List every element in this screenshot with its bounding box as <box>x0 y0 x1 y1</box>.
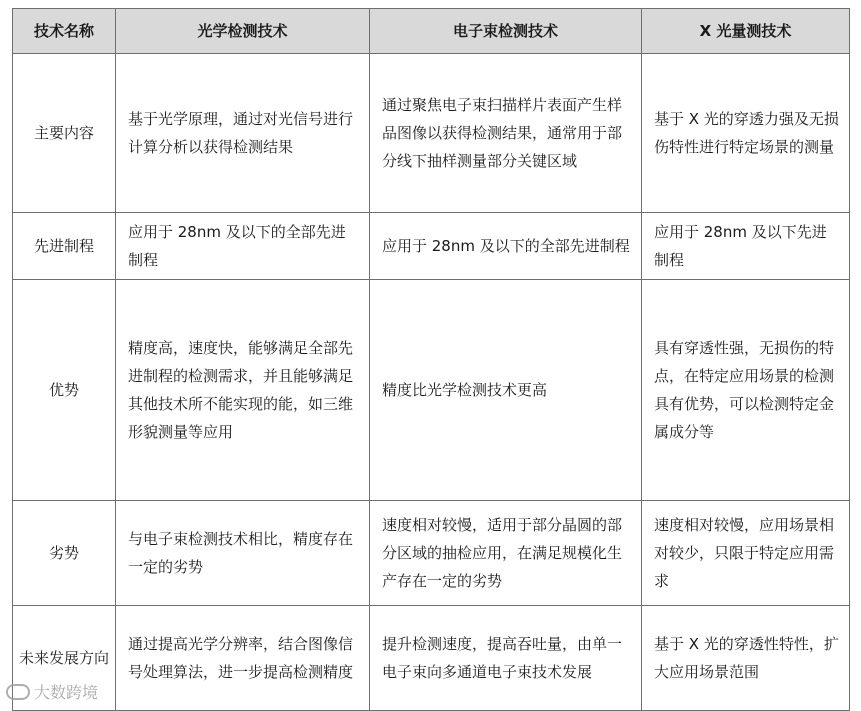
table-cell: 通过提高光学分辨率，结合图像信号处理算法，进一步提高检测精度 <box>116 606 370 711</box>
header-tech-name: 技术名称 <box>13 9 116 54</box>
row-label: 未来发展方向 <box>13 606 116 711</box>
table-row <box>13 54 850 213</box>
table-row <box>13 213 850 280</box>
row-label: 劣势 <box>13 501 116 606</box>
table-cell: 基于光学原理，通过对光信号进行计算分析以获得检测结果 <box>116 54 370 213</box>
table-cell: 应用于 28nm 及以下的全部先进制程 <box>116 213 370 280</box>
table-cell: 精度比光学检测技术更高 <box>370 280 642 501</box>
table-cell: 应用于 28nm 及以下的全部先进制程 <box>370 213 642 280</box>
header-row <box>13 9 850 54</box>
row-label: 优势 <box>13 280 116 501</box>
comparison-table <box>12 8 850 711</box>
table-cell: 速度相对较慢，应用场景相对较少，只限于特定应用需求 <box>642 501 850 606</box>
table-row <box>13 606 850 711</box>
table-cell: 速度相对较慢，适用于部分晶圆的部分区域的抽检应用，在满足规模化生产存在一定的劣势 <box>370 501 642 606</box>
logo-icon <box>6 684 30 700</box>
header-optical: 光学检测技术 <box>116 9 370 54</box>
table-cell: 精度高，速度快，能够满足全部先进制程的检测需求，并且能够满足其他技术所不能实现的能，如三维形貌测量等应用 <box>116 280 370 501</box>
comparison-table-container <box>12 8 849 711</box>
table-row <box>13 280 850 501</box>
watermark <box>6 680 98 703</box>
table-cell: 与电子束检测技术相比，精度存在一定的劣势 <box>116 501 370 606</box>
table-cell: 应用于 28nm 及以下先进制程 <box>642 213 850 280</box>
row-label: 主要内容 <box>13 54 116 213</box>
table-row <box>13 501 850 606</box>
header-xray: X 光量测技术 <box>642 9 850 54</box>
table-cell: 通过聚焦电子束扫描样片表面产生样品图像以获得检测结果，通常用于部分线下抽样测量部分关键区域 <box>370 54 642 213</box>
table-cell: 基于 X 光的穿透性特性，扩大应用场景范围 <box>642 606 850 711</box>
table-cell: 基于 X 光的穿透力强及无损伤特性进行特定场景的测量 <box>642 54 850 213</box>
watermark-text: 大数跨境 <box>34 683 99 702</box>
table-cell: 具有穿透性强，无损伤的特点，在特定应用场景的检测具有优势，可以检测特定金属成分等 <box>642 280 850 501</box>
row-label: 先进制程 <box>13 213 116 280</box>
header-ebeam: 电子束检测技术 <box>370 9 642 54</box>
table-cell: 提升检测速度，提高吞吐量，由单一电子束向多通道电子束技术发展 <box>370 606 642 711</box>
